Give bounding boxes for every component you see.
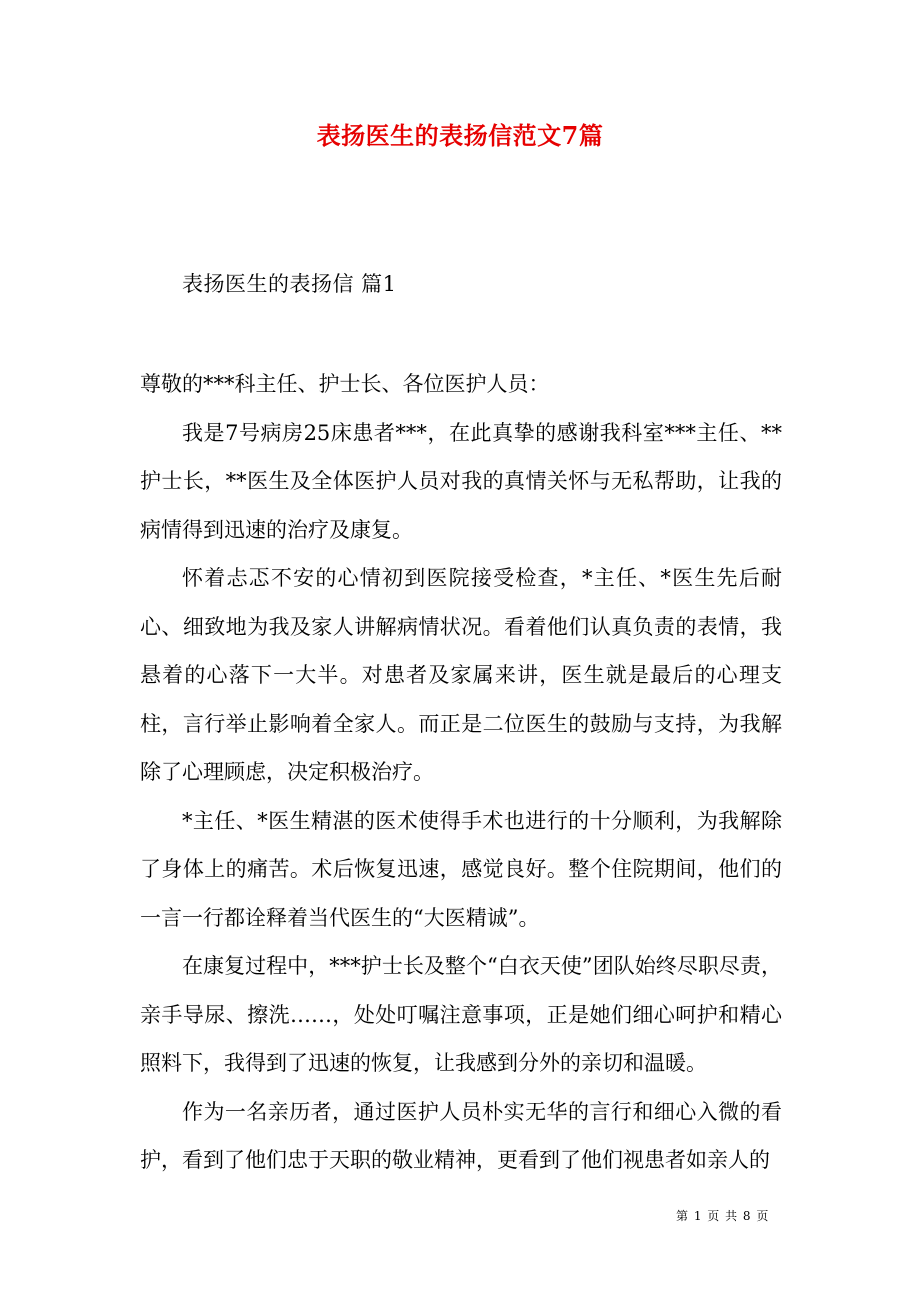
section-heading: 表扬医生的表扬信 篇1 — [182, 272, 397, 296]
salutation: 尊敬的***科主任、护士长、各位医护人员： — [140, 372, 550, 396]
document-title: 表扬医生的表扬信范文7篇 — [316, 121, 604, 150]
paragraph: *主任、*医生精湛的医术使得手术也进行的十分顺利，为我解除了身体上的痛苦。术后恢复迅速，感觉良好。整个住院期间，他们的一言一行都诠释着当代医生的“大医精诚”。 — [140, 808, 782, 930]
letter-body — [140, 360, 782, 1185]
paragraph: 怀着忐忑不安的心情初到医院接受检查，*主任、*医生先后耐心、细致地为我及家人讲解病情状况。看着他们认真负责的表情，我悬着的心落下一大半。对患者及家属来讲，医生就是最后的心理支柱，言行举止影响着全家人。而正是二位医生的鼓励与支持，为我解除了心理顾虑，决定积极治疗。 — [140, 566, 782, 784]
page-footer: 第 1 页 共 8 页 — [676, 1209, 770, 1223]
paragraph: 作为一名亲历者，通过医护人员朴实无华的言行和细心入微的看护，看到了他们忠于天职的敬业精神，更看到了他们视患者如亲人的 — [140, 1099, 782, 1172]
paragraph: 在康复过程中，***护士长及整个“白衣天使”团队始终尽职尽责，亲手导尿、擦洗……，处处叮嘱注意事项，正是她们细心呵护和精心照料下，我得到了迅速的恢复，让我感到分外的亲切和温暖。 — [140, 954, 782, 1075]
paragraph: 我是7号病房25床患者***，在此真挚的感谢我科室***主任、**护士长，**医生及全体医护人员对我的真情关怀与无私帮助，让我的病情得到迅速的治疗及康复。 — [140, 420, 782, 542]
